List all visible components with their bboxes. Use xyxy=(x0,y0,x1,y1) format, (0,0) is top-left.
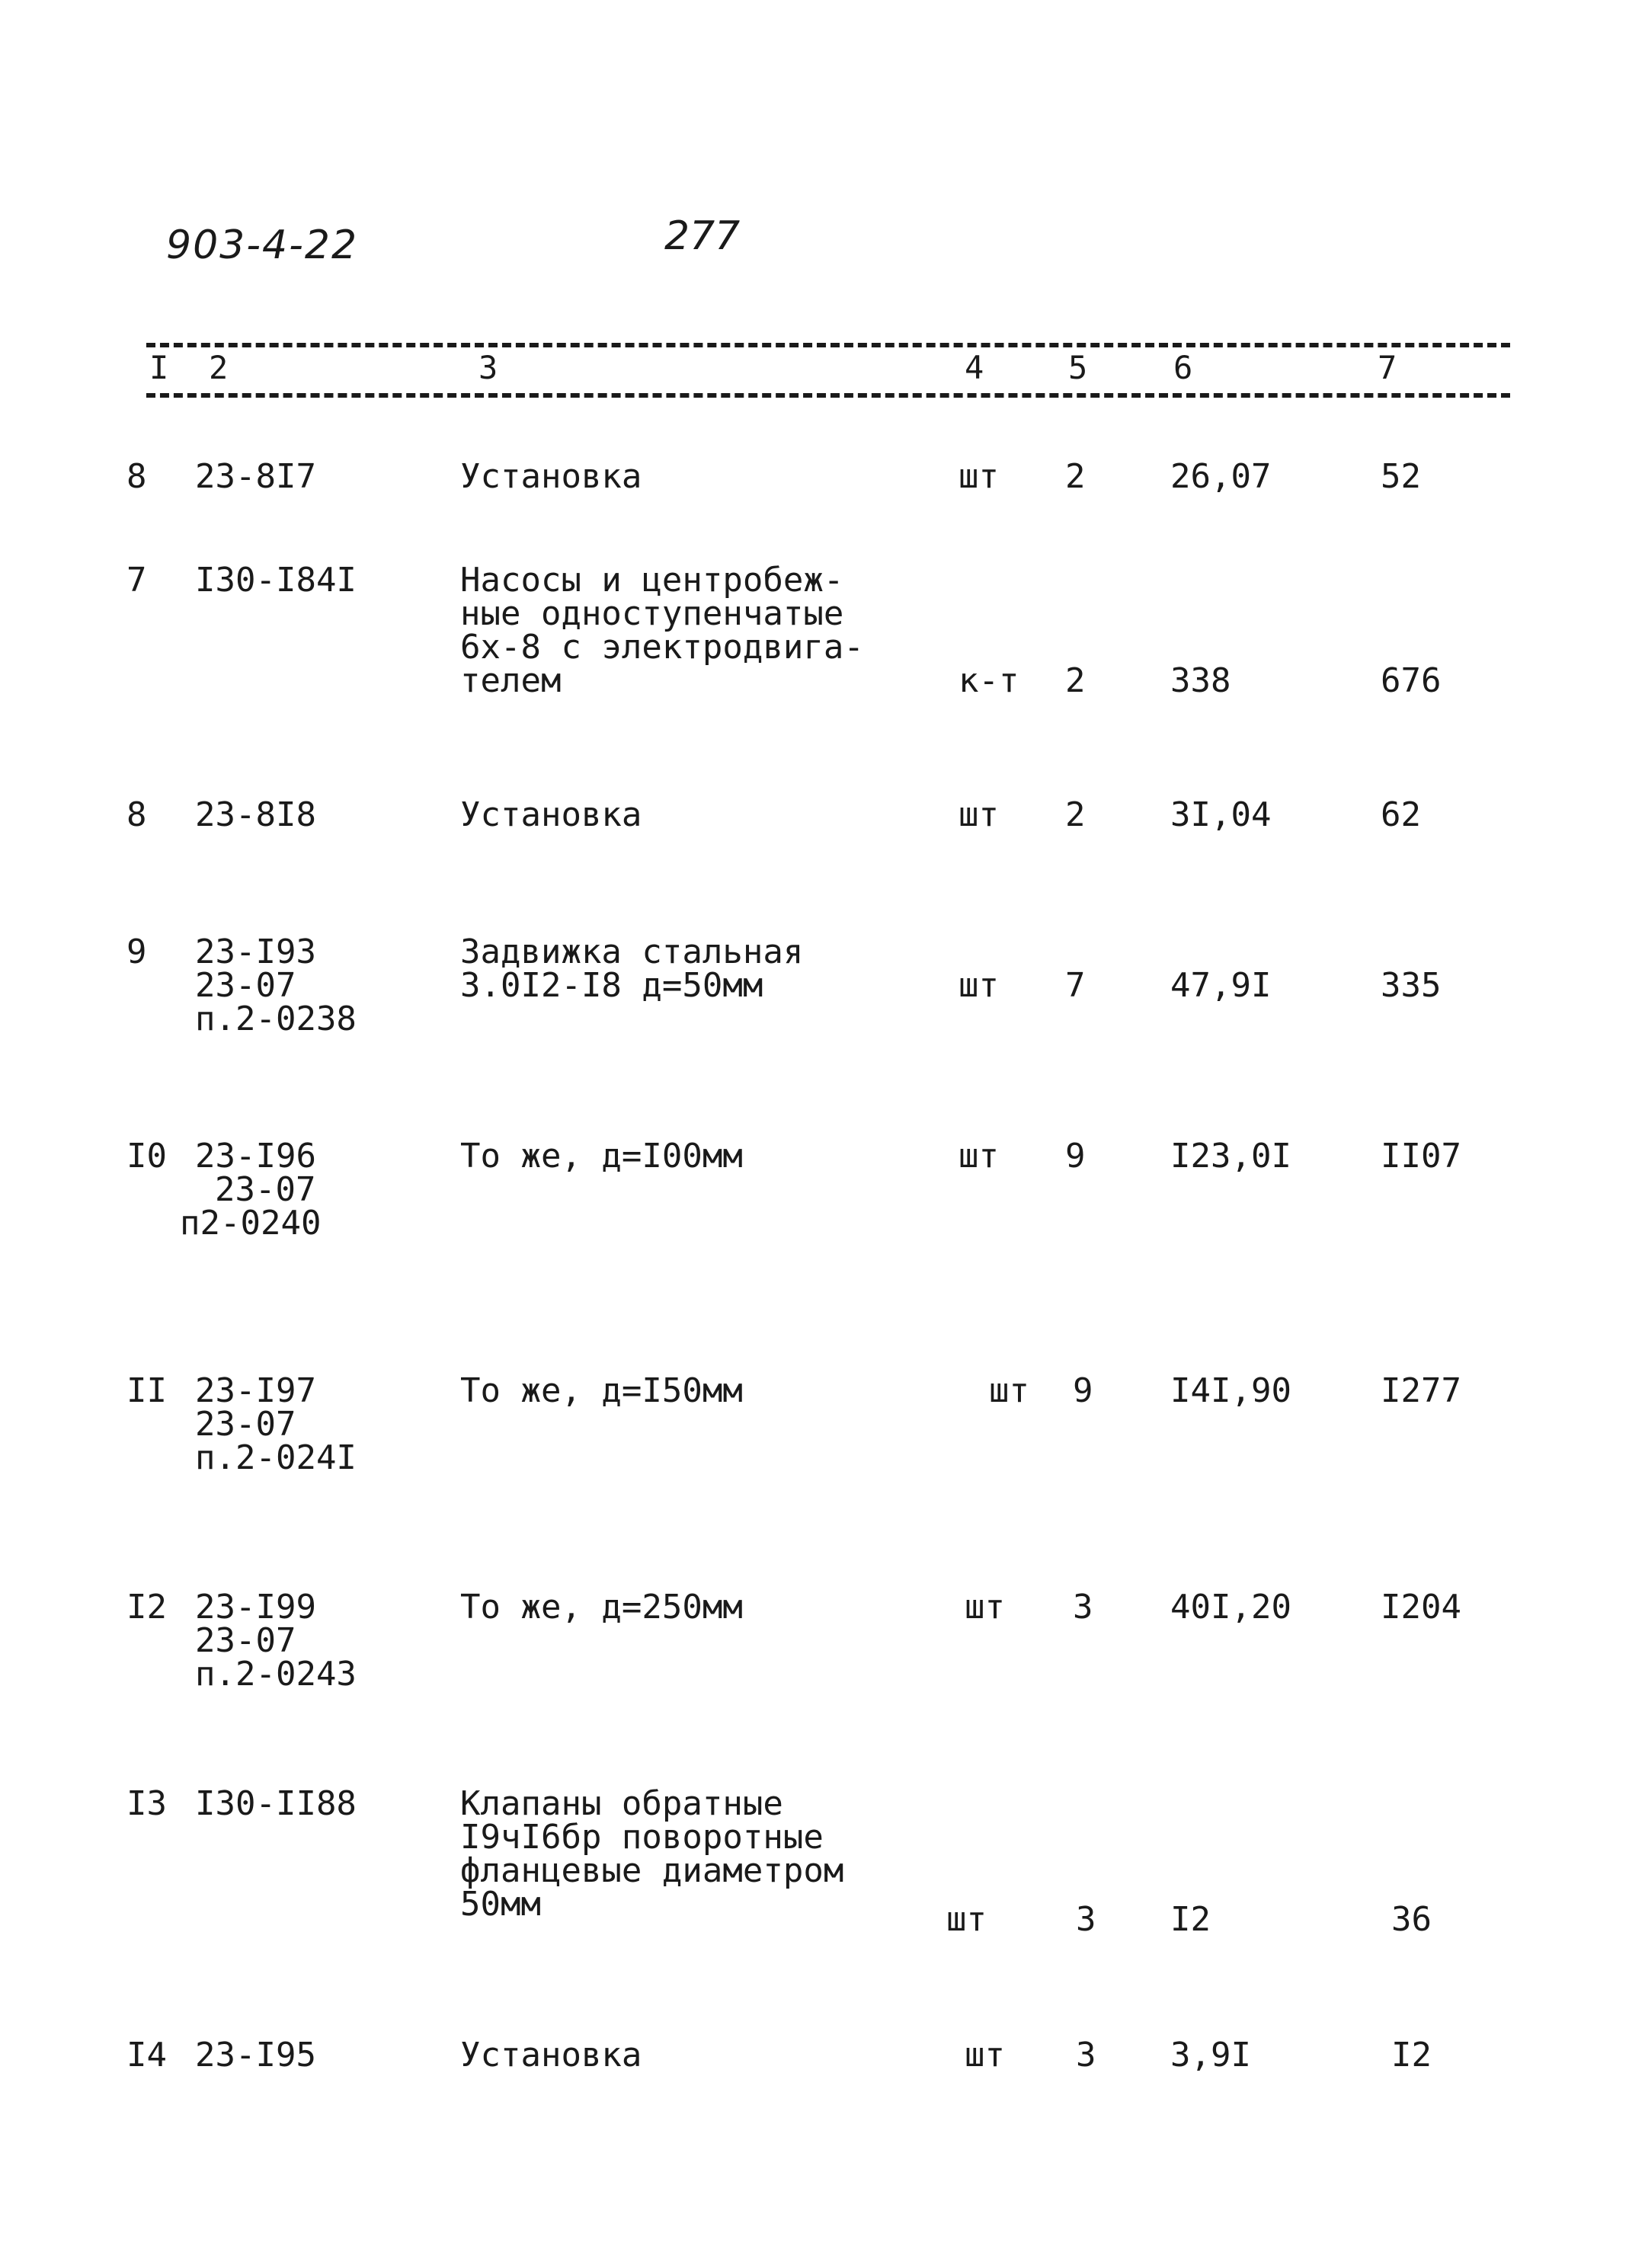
row-description: То же, д=I50мм xyxy=(460,1371,743,1410)
row-code: I30-I84I xyxy=(195,561,357,600)
row-price: 3,9I xyxy=(1170,2036,1251,2074)
row-quantity: 2 xyxy=(1065,795,1086,834)
row-total: I277 xyxy=(1381,1371,1461,1410)
row-description: То же, д=I00мм xyxy=(460,1137,743,1176)
column-header-5: 5 xyxy=(1068,349,1088,386)
row-unit: шт xyxy=(946,1900,987,1939)
row-unit: шт xyxy=(959,1137,999,1176)
row-total: 676 xyxy=(1381,661,1442,700)
code-line: п.2-0243 xyxy=(195,1655,357,1694)
code-line: 23-I93 xyxy=(195,932,316,971)
row-quantity: 7 xyxy=(1065,966,1086,1005)
description-line: ные одноступенчатые xyxy=(460,594,844,633)
row-total: 36 xyxy=(1391,1900,1432,1939)
row-number: II xyxy=(126,1371,167,1410)
code-line: 23-07 xyxy=(195,966,296,1005)
row-unit: шт xyxy=(965,2036,1005,2074)
column-header-2: 2 xyxy=(209,349,229,386)
row-unit: шт xyxy=(989,1371,1029,1410)
row-unit: шт xyxy=(959,966,999,1005)
row-number: 9 xyxy=(126,932,147,971)
row-number: 8 xyxy=(126,457,147,496)
row-description xyxy=(460,1784,844,1924)
row-unit: шт xyxy=(965,1588,1005,1627)
row-unit: к-т xyxy=(959,661,1019,700)
page-number: 277 xyxy=(664,213,741,259)
code-line: п.2-024I xyxy=(195,1438,357,1477)
header-bottom-rule xyxy=(146,393,1510,398)
row-price: 338 xyxy=(1170,661,1231,700)
description-line: телем xyxy=(460,661,562,700)
row-code xyxy=(195,1588,357,1694)
description-line: Насосы и центробеж- xyxy=(460,561,844,600)
row-number: I4 xyxy=(126,2036,167,2074)
row-quantity: 9 xyxy=(1065,1137,1086,1176)
row-quantity: 9 xyxy=(1073,1371,1093,1410)
row-price: 47,9I xyxy=(1170,966,1272,1005)
code-line: 23-07 xyxy=(195,1621,296,1660)
code-line: п2-0240 xyxy=(180,1204,322,1243)
code-line: 23-I97 xyxy=(195,1371,316,1410)
description-line: 50мм xyxy=(460,1885,541,1924)
code-line: 23-07 xyxy=(195,1405,296,1444)
description-line: 6х-8 с электродвига- xyxy=(460,628,864,667)
row-number: 8 xyxy=(126,795,147,834)
row-price: I4I,90 xyxy=(1170,1371,1291,1410)
row-code: I30-II88 xyxy=(195,1784,357,1823)
row-total: II07 xyxy=(1381,1137,1461,1176)
row-quantity: 2 xyxy=(1065,457,1086,496)
description-line: Задвижка стальная xyxy=(460,932,804,971)
row-description: Установка xyxy=(460,795,642,834)
row-price: I2 xyxy=(1170,1900,1211,1939)
row-description: Установка xyxy=(460,2036,642,2074)
column-header-4: 4 xyxy=(965,349,984,386)
row-description: Установка xyxy=(460,457,642,496)
row-total: I204 xyxy=(1381,1588,1461,1627)
row-description: То же, д=250мм xyxy=(460,1588,743,1627)
row-code: 23-8I7 xyxy=(195,457,316,496)
column-header-3: 3 xyxy=(478,349,498,386)
row-code: 23-8I8 xyxy=(195,795,316,834)
row-quantity: 3 xyxy=(1076,1900,1096,1939)
description-line: Клапаны обратные xyxy=(460,1784,783,1823)
description-line: 3.0I2-I8 д=50мм xyxy=(460,966,763,1005)
code-line: 23-I96 xyxy=(195,1137,316,1176)
row-unit: шт xyxy=(959,795,999,834)
column-header-6: 6 xyxy=(1173,349,1193,386)
row-code xyxy=(195,932,357,1038)
row-description xyxy=(460,561,864,700)
column-header-1: I xyxy=(149,349,169,386)
row-number: 7 xyxy=(126,561,147,600)
code-line: 23-07 xyxy=(215,1170,316,1209)
description-line: фланцевые диаметром xyxy=(460,1851,844,1890)
header-top-rule xyxy=(146,343,1510,347)
row-quantity: 3 xyxy=(1076,2036,1096,2074)
row-number: I3 xyxy=(126,1784,167,1823)
row-unit: шт xyxy=(959,457,999,496)
description-line: I9чI6бр поворотные xyxy=(460,1818,824,1857)
row-description xyxy=(460,932,804,1005)
row-price: 3I,04 xyxy=(1170,795,1272,834)
row-code: 23-I95 xyxy=(195,2036,316,2074)
code-line: п.2-0238 xyxy=(195,1000,357,1038)
row-total: 62 xyxy=(1381,795,1421,834)
row-price: 26,07 xyxy=(1170,457,1272,496)
row-quantity: 3 xyxy=(1073,1588,1093,1627)
row-number: I0 xyxy=(126,1137,167,1176)
row-code xyxy=(195,1371,357,1477)
column-header-7: 7 xyxy=(1378,349,1397,386)
row-total: 335 xyxy=(1381,966,1442,1005)
code-line: 23-I99 xyxy=(195,1588,316,1627)
row-quantity: 2 xyxy=(1065,661,1086,700)
document-code: 903-4-22 xyxy=(166,222,359,268)
row-number: I2 xyxy=(126,1588,167,1627)
row-total: I2 xyxy=(1391,2036,1432,2074)
row-price: I23,0I xyxy=(1170,1137,1291,1176)
row-code xyxy=(180,1137,322,1243)
row-price: 40I,20 xyxy=(1170,1588,1291,1627)
row-total: 52 xyxy=(1381,457,1421,496)
